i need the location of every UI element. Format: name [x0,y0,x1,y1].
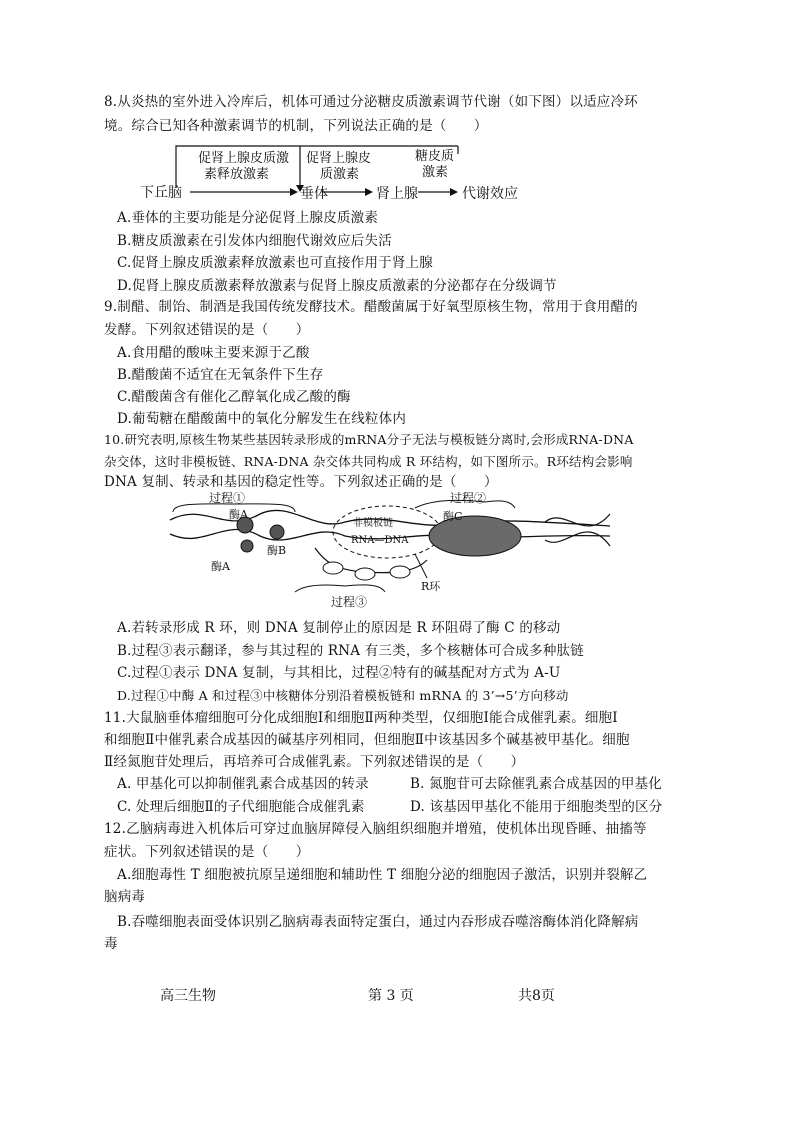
enzyme-b-label: 酶B [267,544,287,557]
acth-label-a: 促肾上腺皮 [306,151,372,166]
process-1-label: 过程① [209,492,246,505]
q8-hormone-diagram [140,140,560,210]
hypothalamus-label: 下丘脑 [140,185,182,201]
q8-option-a: A.垂体的主要功能是分泌促肾上腺皮质激素 [117,210,379,226]
q8-stem-line2: 境。综合已知各种激素调节的机制，下列说法正确的是（ ） [104,118,488,134]
q11-option-a: A. 甲基化可以抑制催乳素合成基因的转录 [117,776,369,792]
q11-stem-line3: Ⅱ经氮胞苷处理后，再培养可合成催乳素。下列叙述错误的是（ ） [104,754,525,770]
crh-label-b: 素释放激素 [204,167,270,182]
crh-label-a: 促肾上腺皮质激 [198,151,290,166]
q9-stem-line1: 9.制醋、制饴、制酒是我国传统发酵技术。醋酸菌属于好氧型原核生物，常用于食用醋的 [104,299,638,315]
process-2-label: 过程② [450,492,487,505]
footer-total-pages: 共8页 [518,988,555,1004]
q10-option-a: A.若转录形成 R 环，则 DNA 复制停止的原因是 R 环阻碍了酶 C 的移动 [117,620,561,636]
q8-option-c: C.促肾上腺皮质激素释放激素也可直接作用于肾上腺 [117,255,433,271]
q10-rloop-diagram [165,492,615,614]
q10-option-b: B.过程③表示翻译，参与其过程的 RNA 有三类，多个核糖体可合成多种肽链 [117,643,584,659]
q10-stem-line3: DNA 复制、转录和基因的稳定性等。下列叙述正确的是（ ） [104,474,498,490]
rna-dna-hybrid-label: RNA—DNA [351,535,409,546]
q11-option-d: D. 该基因甲基化不能用于细胞类型的区分 [410,799,663,815]
adrenal-label: 肾上腺 [376,186,418,202]
acth-label-b: 质激素 [320,167,360,182]
q11-stem-line1: 11.大鼠脑垂体瘤细胞可分化成细胞Ⅰ和细胞Ⅱ两种类型，仅细胞Ⅰ能合成催乳素。细胞Ⅰ [104,710,618,726]
nontemplate-strand-label: 非模板链 [353,518,393,529]
q9-option-d: D.葡萄糖在醋酸菌中的氧化分解发生在线粒体内 [117,411,407,427]
q8-option-b: B.糖皮质激素在引发体内细胞代谢效应后失活 [117,233,392,249]
q12-option-a-line1: A.细胞毒性 T 细胞被抗原呈递细胞和辅助性 T 细胞分泌的细胞因子激活，识别并裂解乙 [117,867,648,883]
q12-option-b-line1: B.吞噬细胞表面受体识别乙脑病毒表面特定蛋白，通过内吞形成吞噬溶酶体消化降解病 [117,914,639,930]
q11-stem-line2: 和细胞Ⅱ中催乳素合成基因的碱基序列相同，但细胞Ⅱ中该基因多个碱基被甲基化。细胞 [104,732,630,748]
q12-option-b-line2: 毒 [104,936,118,952]
enzyme-a-top-label: 酶A [229,508,248,521]
enzyme-a-bottom-label: 酶A [211,560,230,573]
q9-option-c: C.醋酸菌含有催化乙醇氧化成乙酸的酶 [117,389,351,405]
glucocorticoid-label-a: 糖皮质 [415,149,455,164]
q8-option-d: D.促肾上腺皮质激素释放激素与促肾上腺皮质激素的分泌都存在分级调节 [117,278,557,294]
q9-option-a: A.食用醋的酸味主要来源于乙酸 [117,345,310,361]
q10-option-d: D.过程①中酶 A 和过程③中核糖体分别沿着模板链和 mRNA 的 3’→5’方向移动 [117,688,569,703]
footer-subject: 高三生物 [160,988,216,1004]
q12-stem-line2: 症状。下列叙述错误的是（ ） [104,844,310,860]
pituitary-label: 垂体 [300,186,328,202]
enzyme-c-label: 酶C [443,510,463,523]
metabolic-effect-label: 代谢效应 [462,186,518,202]
q11-option-b: B. 氮胞苷可去除催乳素合成基因的甲基化 [410,776,663,792]
rloop-label: R环 [421,580,441,593]
q12-option-a-line2: 脑病毒 [104,889,146,905]
q10-option-c: C.过程①表示 DNA 复制，与其相比，过程②特有的碱基配对方式为 A-U [117,665,561,681]
q9-option-b: B.醋酸菌不适宜在无氧条件下生存 [117,367,324,383]
footer-page-number: 第 3 页 [368,988,414,1004]
q8-stem-line1: 8.从炎热的室外进入冷库后，机体可通过分泌糖皮质激素调节代谢（如下图）以适应冷环 [104,94,638,110]
q10-stem-line1: 10.研究表明,原核生物某些基因转录形成的mRNA分子无法与模板链分离时,会形成RNA-DNA [104,432,634,447]
process-3-label: 过程③ [331,595,368,609]
q9-stem-line2: 发酵。下列叙述错误的是（ ） [104,322,310,338]
glucocorticoid-label-b: 激素 [422,165,449,180]
q12-stem-line1: 12.乙脑病毒进入机体后可穿过血脑屏障侵入脑组织细胞并增殖，使机体出现昏睡、抽搐等 [104,821,647,837]
q10-stem-line2: 杂交体，这时非模板链、RNA-DNA 杂交体共同构成 R 环结构，如下图所示。R环结构会影响 [104,454,633,469]
q11-option-c: C. 处理后细胞Ⅱ的子代细胞能合成催乳素 [117,799,365,815]
